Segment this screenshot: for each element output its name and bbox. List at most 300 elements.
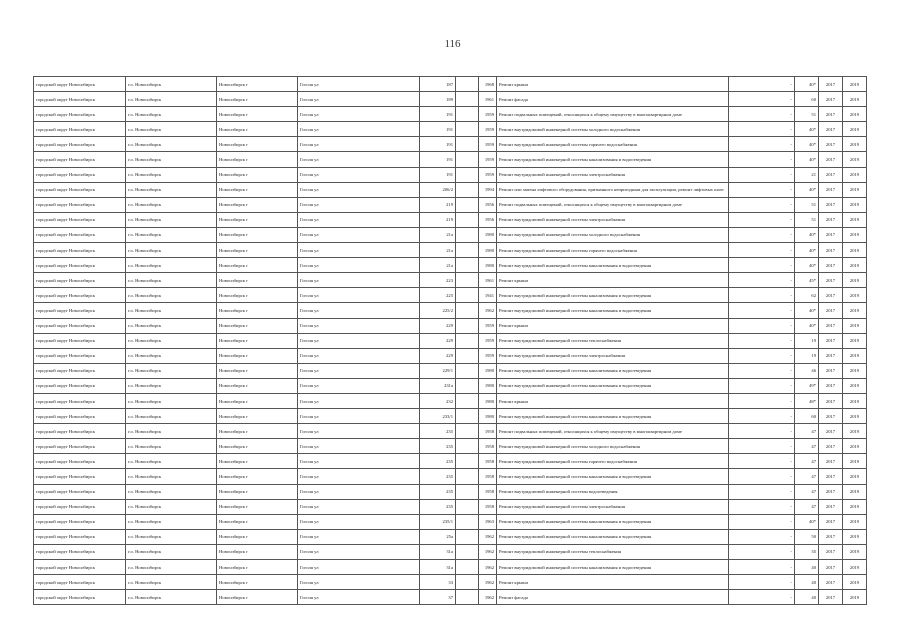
extra-cell xyxy=(456,439,479,454)
year-cell: 1994 xyxy=(479,182,497,197)
count-cell: 45* xyxy=(795,273,819,288)
settlement-cell: Новосибирск г xyxy=(217,469,298,484)
settlement-cell: Новосибирск г xyxy=(217,560,298,575)
extra-cell xyxy=(456,182,479,197)
year-cell: 1980 xyxy=(479,378,497,393)
extra-cell xyxy=(456,560,479,575)
work-type-cell: Ремонт внутридомовой инженерной системы электроснабжения xyxy=(497,167,729,182)
end-year-cell: 2019 xyxy=(843,529,867,544)
end-year-cell: 2019 xyxy=(843,499,867,514)
table-row xyxy=(34,303,867,318)
end-year-cell: 2019 xyxy=(843,182,867,197)
end-year-cell: 2019 xyxy=(843,258,867,273)
okrug-cell: городской округ Новосибирск xyxy=(34,167,126,182)
city-cell: г.о. Новосибирск xyxy=(126,424,217,439)
year-cell: 1959 xyxy=(479,137,497,152)
table-row xyxy=(34,197,867,212)
street-cell: Гоголя ул xyxy=(298,92,420,107)
house-cell: 187 xyxy=(420,77,456,92)
end-year-cell: 2019 xyxy=(843,484,867,499)
extra-cell xyxy=(456,243,479,258)
count-cell: 40* xyxy=(795,137,819,152)
placeholder-cell: - xyxy=(729,227,795,242)
count-cell: 47 xyxy=(795,439,819,454)
end-year-cell: 2019 xyxy=(843,560,867,575)
year-cell: 1958 xyxy=(479,499,497,514)
work-type-cell: Ремонт внутридомовой инженерной системы электроснабжения xyxy=(497,348,729,363)
placeholder-cell: - xyxy=(729,318,795,333)
okrug-cell: городской округ Новосибирск xyxy=(34,484,126,499)
year-cell: 1980 xyxy=(479,363,497,378)
okrug-cell: городской округ Новосибирск xyxy=(34,227,126,242)
street-cell: Гоголя ул xyxy=(298,288,420,303)
count-cell: 40* xyxy=(795,122,819,137)
end-year-cell: 2019 xyxy=(843,333,867,348)
start-year-cell: 2017 xyxy=(819,167,843,182)
extra-cell xyxy=(456,499,479,514)
count-cell: 40* xyxy=(795,243,819,258)
year-cell: 1959 xyxy=(479,107,497,122)
street-cell: Гоголя ул xyxy=(298,333,420,348)
end-year-cell: 2019 xyxy=(843,303,867,318)
end-year-cell: 2019 xyxy=(843,544,867,559)
city-cell: г.о. Новосибирск xyxy=(126,484,217,499)
work-type-cell: Ремонт внутридомовой инженерной системы канализования и водоотведения xyxy=(497,258,729,273)
street-cell: Гоголя ул xyxy=(298,137,420,152)
year-cell: 1958 xyxy=(479,424,497,439)
work-type-cell: Ремонт крыши xyxy=(497,318,729,333)
street-cell: Гоголя ул xyxy=(298,258,420,273)
work-type-cell: Ремонт внутридомовой инженерной системы канализования и водоотведения xyxy=(497,152,729,167)
work-type-cell: Ремонт внутридомовой инженерной системы канализования и водоотведения xyxy=(497,409,729,424)
end-year-cell: 2019 xyxy=(843,122,867,137)
extra-cell xyxy=(456,288,479,303)
count-cell: 51 xyxy=(795,107,819,122)
settlement-cell: Новосибирск г xyxy=(217,544,298,559)
year-cell: 1959 xyxy=(479,152,497,167)
end-year-cell: 2019 xyxy=(843,514,867,529)
work-type-cell: Ремонт внутридомовой инженерной системы канализования и водоотведения xyxy=(497,288,729,303)
settlement-cell: Новосибирск г xyxy=(217,590,298,605)
extra-cell xyxy=(456,454,479,469)
settlement-cell: Новосибирск г xyxy=(217,137,298,152)
year-cell: 1962 xyxy=(479,529,497,544)
placeholder-cell: - xyxy=(729,303,795,318)
work-type-cell: Ремонт внутридомовой инженерной системы теплоснабжения xyxy=(497,333,729,348)
city-cell: г.о. Новосибирск xyxy=(126,212,217,227)
okrug-cell: городской округ Новосибирск xyxy=(34,92,126,107)
end-year-cell: 2019 xyxy=(843,439,867,454)
city-cell: г.о. Новосибирск xyxy=(126,560,217,575)
street-cell: Гоголя ул xyxy=(298,439,420,454)
street-cell: Гоголя ул xyxy=(298,469,420,484)
extra-cell xyxy=(456,318,479,333)
house-cell: 233/1 xyxy=(420,409,456,424)
city-cell: г.о. Новосибирск xyxy=(126,529,217,544)
city-cell: г.о. Новосибирск xyxy=(126,243,217,258)
year-cell: 1980 xyxy=(479,393,497,408)
end-year-cell: 2019 xyxy=(843,107,867,122)
okrug-cell: городской округ Новосибирск xyxy=(34,439,126,454)
end-year-cell: 2019 xyxy=(843,454,867,469)
end-year-cell: 2019 xyxy=(843,424,867,439)
end-year-cell: 2019 xyxy=(843,197,867,212)
work-type-cell: Ремонт внутридомовой инженерной системы электроснабжения xyxy=(497,499,729,514)
house-cell: 235 xyxy=(420,454,456,469)
street-cell: Гоголя ул xyxy=(298,107,420,122)
start-year-cell: 2017 xyxy=(819,393,843,408)
table-row xyxy=(34,378,867,393)
work-type-cell: Ремонт фасада xyxy=(497,590,729,605)
placeholder-cell: - xyxy=(729,258,795,273)
street-cell: Гоголя ул xyxy=(298,303,420,318)
table-row xyxy=(34,363,867,378)
city-cell: г.о. Новосибирск xyxy=(126,137,217,152)
okrug-cell: городской округ Новосибирск xyxy=(34,273,126,288)
start-year-cell: 2017 xyxy=(819,499,843,514)
work-type-cell: Ремонт подвальных помещений, относящихся к общему имуществу в многоквартирном доме xyxy=(497,197,729,212)
end-year-cell: 2019 xyxy=(843,77,867,92)
year-cell: 1958 xyxy=(479,484,497,499)
start-year-cell: 2017 xyxy=(819,454,843,469)
end-year-cell: 2019 xyxy=(843,137,867,152)
street-cell: Гоголя ул xyxy=(298,544,420,559)
work-type-cell: Ремонт внутридомовой инженерной системы канализования и водоотведения xyxy=(497,378,729,393)
settlement-cell: Новосибирск г xyxy=(217,484,298,499)
city-cell: г.о. Новосибирск xyxy=(126,227,217,242)
settlement-cell: Новосибирск г xyxy=(217,499,298,514)
count-cell: 47 xyxy=(795,454,819,469)
work-type-cell: Ремонт внутридомовой инженерной системы горячего водоснабжения xyxy=(497,243,729,258)
settlement-cell: Новосибирск г xyxy=(217,182,298,197)
settlement-cell: Новосибирск г xyxy=(217,575,298,590)
street-cell: Гоголя ул xyxy=(298,243,420,258)
year-cell: 1980 xyxy=(479,409,497,424)
house-cell: 229 xyxy=(420,348,456,363)
placeholder-cell: - xyxy=(729,167,795,182)
end-year-cell: 2019 xyxy=(843,393,867,408)
start-year-cell: 2017 xyxy=(819,77,843,92)
count-cell: 40 xyxy=(795,560,819,575)
okrug-cell: городской округ Новосибирск xyxy=(34,182,126,197)
extra-cell xyxy=(456,77,479,92)
okrug-cell: городской округ Новосибирск xyxy=(34,77,126,92)
repair-schedule-table xyxy=(33,76,867,605)
end-year-cell: 2019 xyxy=(843,288,867,303)
count-cell: 48* xyxy=(795,393,819,408)
placeholder-cell: - xyxy=(729,197,795,212)
house-cell: 225/2 xyxy=(420,303,456,318)
year-cell: 1956 xyxy=(479,212,497,227)
start-year-cell: 2017 xyxy=(819,590,843,605)
placeholder-cell: - xyxy=(729,77,795,92)
street-cell: Гоголя ул xyxy=(298,363,420,378)
work-type-cell: Ремонт подвальных помещений, относящихся к общему имуществу в многоквартирном доме xyxy=(497,107,729,122)
year-cell: 1956 xyxy=(479,197,497,212)
city-cell: г.о. Новосибирск xyxy=(126,92,217,107)
city-cell: г.о. Новосибирск xyxy=(126,152,217,167)
house-cell: 225 xyxy=(420,288,456,303)
street-cell: Гоголя ул xyxy=(298,514,420,529)
settlement-cell: Новосибирск г xyxy=(217,122,298,137)
extra-cell xyxy=(456,258,479,273)
okrug-cell: городской округ Новосибирск xyxy=(34,152,126,167)
work-type-cell: Ремонт крыши xyxy=(497,273,729,288)
placeholder-cell: - xyxy=(729,499,795,514)
placeholder-cell: - xyxy=(729,439,795,454)
settlement-cell: Новосибирск г xyxy=(217,77,298,92)
okrug-cell: городской округ Новосибирск xyxy=(34,137,126,152)
work-type-cell: Ремонт внутридомовой инженерной системы холодного водоснабжения xyxy=(497,439,729,454)
extra-cell xyxy=(456,529,479,544)
start-year-cell: 2017 xyxy=(819,122,843,137)
start-year-cell: 2017 xyxy=(819,137,843,152)
extra-cell xyxy=(456,484,479,499)
street-cell: Гоголя ул xyxy=(298,182,420,197)
settlement-cell: Новосибирск г xyxy=(217,212,298,227)
placeholder-cell: - xyxy=(729,560,795,575)
settlement-cell: Новосибирск г xyxy=(217,348,298,363)
city-cell: г.о. Новосибирск xyxy=(126,363,217,378)
extra-cell xyxy=(456,393,479,408)
start-year-cell: 2017 xyxy=(819,348,843,363)
house-cell: 219 xyxy=(420,212,456,227)
count-cell: 47 xyxy=(795,484,819,499)
city-cell: г.о. Новосибирск xyxy=(126,167,217,182)
start-year-cell: 2017 xyxy=(819,529,843,544)
year-cell: 1962 xyxy=(479,590,497,605)
placeholder-cell: - xyxy=(729,243,795,258)
house-cell: 33 xyxy=(420,575,456,590)
extra-cell xyxy=(456,92,479,107)
placeholder-cell: - xyxy=(729,424,795,439)
extra-cell xyxy=(456,424,479,439)
street-cell: Гоголя ул xyxy=(298,273,420,288)
table-body xyxy=(34,77,867,605)
okrug-cell: городской округ Новосибирск xyxy=(34,499,126,514)
table-row xyxy=(34,499,867,514)
city-cell: г.о. Новосибирск xyxy=(126,197,217,212)
settlement-cell: Новосибирск г xyxy=(217,393,298,408)
city-cell: г.о. Новосибирск xyxy=(126,514,217,529)
count-cell: 40* xyxy=(795,77,819,92)
start-year-cell: 2017 xyxy=(819,439,843,454)
house-cell: 229/1 xyxy=(420,363,456,378)
extra-cell xyxy=(456,409,479,424)
start-year-cell: 2017 xyxy=(819,544,843,559)
start-year-cell: 2017 xyxy=(819,273,843,288)
settlement-cell: Новосибирск г xyxy=(217,92,298,107)
city-cell: г.о. Новосибирск xyxy=(126,182,217,197)
city-cell: г.о. Новосибирск xyxy=(126,333,217,348)
table-row xyxy=(34,137,867,152)
street-cell: Гоголя ул xyxy=(298,484,420,499)
okrug-cell: городской округ Новосибирск xyxy=(34,409,126,424)
okrug-cell: городской округ Новосибирск xyxy=(34,378,126,393)
end-year-cell: 2019 xyxy=(843,363,867,378)
settlement-cell: Новосибирск г xyxy=(217,333,298,348)
street-cell: Гоголя ул xyxy=(298,152,420,167)
table-row xyxy=(34,273,867,288)
count-cell: 62 xyxy=(795,288,819,303)
table-row xyxy=(34,77,867,92)
house-cell: 219 xyxy=(420,197,456,212)
settlement-cell: Новосибирск г xyxy=(217,514,298,529)
work-type-cell: Ремонт внутридомовой инженерной системы горячего водоснабжения xyxy=(497,137,729,152)
end-year-cell: 2019 xyxy=(843,575,867,590)
placeholder-cell: - xyxy=(729,393,795,408)
okrug-cell: городской округ Новосибирск xyxy=(34,590,126,605)
placeholder-cell: - xyxy=(729,273,795,288)
count-cell: 40 xyxy=(795,590,819,605)
work-type-cell: Ремонт внутридомовой инженерной системы канализования и водоотведения xyxy=(497,363,729,378)
house-cell: 229 xyxy=(420,333,456,348)
work-type-cell: Ремонт внутридомовой инженерной системы канализования и водоотведения xyxy=(497,529,729,544)
street-cell: Гоголя ул xyxy=(298,167,420,182)
year-cell: 1959 xyxy=(479,167,497,182)
placeholder-cell: - xyxy=(729,529,795,544)
table-row xyxy=(34,454,867,469)
placeholder-cell: - xyxy=(729,122,795,137)
extra-cell xyxy=(456,363,479,378)
house-cell: 21а xyxy=(420,227,456,242)
start-year-cell: 2017 xyxy=(819,107,843,122)
okrug-cell: городской округ Новосибирск xyxy=(34,393,126,408)
okrug-cell: городской округ Новосибирск xyxy=(34,469,126,484)
year-cell: 1959 xyxy=(479,333,497,348)
okrug-cell: городской округ Новосибирск xyxy=(34,318,126,333)
table-row xyxy=(34,152,867,167)
table-row xyxy=(34,529,867,544)
count-cell: 49* xyxy=(795,378,819,393)
house-cell: 206/2 xyxy=(420,182,456,197)
work-type-cell: Ремонт крыши xyxy=(497,77,729,92)
placeholder-cell: - xyxy=(729,590,795,605)
table-row xyxy=(34,212,867,227)
extra-cell xyxy=(456,514,479,529)
table-row xyxy=(34,92,867,107)
start-year-cell: 2017 xyxy=(819,409,843,424)
house-cell: 37 xyxy=(420,590,456,605)
count-cell: 21 xyxy=(795,167,819,182)
street-cell: Гоголя ул xyxy=(298,499,420,514)
end-year-cell: 2019 xyxy=(843,243,867,258)
count-cell: 60 xyxy=(795,92,819,107)
street-cell: Гоголя ул xyxy=(298,575,420,590)
count-cell: 40* xyxy=(795,227,819,242)
city-cell: г.о. Новосибирск xyxy=(126,122,217,137)
count-cell: 46 xyxy=(795,363,819,378)
table-row xyxy=(34,439,867,454)
okrug-cell: городской округ Новосибирск xyxy=(34,243,126,258)
start-year-cell: 2017 xyxy=(819,318,843,333)
house-cell: 31а xyxy=(420,560,456,575)
house-cell: 235 xyxy=(420,469,456,484)
end-year-cell: 2019 xyxy=(843,409,867,424)
settlement-cell: Новосибирск г xyxy=(217,439,298,454)
house-cell: 229 xyxy=(420,318,456,333)
placeholder-cell: - xyxy=(729,92,795,107)
settlement-cell: Новосибирск г xyxy=(217,318,298,333)
city-cell: г.о. Новосибирск xyxy=(126,273,217,288)
table-row xyxy=(34,590,867,605)
count-cell: 47 xyxy=(795,499,819,514)
count-cell: 19 xyxy=(795,333,819,348)
placeholder-cell: - xyxy=(729,484,795,499)
house-cell: 191 xyxy=(420,152,456,167)
work-type-cell: Ремонт или замена лифтового оборудования, признанного непригодным для эксплуатации, ремонт лифтовых шахт xyxy=(497,182,729,197)
street-cell: Гоголя ул xyxy=(298,424,420,439)
okrug-cell: городской округ Новосибирск xyxy=(34,258,126,273)
count-cell: 51 xyxy=(795,197,819,212)
street-cell: Гоголя ул xyxy=(298,227,420,242)
okrug-cell: городской округ Новосибирск xyxy=(34,424,126,439)
extra-cell xyxy=(456,152,479,167)
start-year-cell: 2017 xyxy=(819,92,843,107)
start-year-cell: 2017 xyxy=(819,469,843,484)
count-cell: 50 xyxy=(795,529,819,544)
start-year-cell: 2017 xyxy=(819,243,843,258)
year-cell: 1963 xyxy=(479,514,497,529)
extra-cell xyxy=(456,167,479,182)
count-cell: 51 xyxy=(795,212,819,227)
extra-cell xyxy=(456,378,479,393)
end-year-cell: 2019 xyxy=(843,378,867,393)
extra-cell xyxy=(456,122,479,137)
table-row xyxy=(34,107,867,122)
street-cell: Гоголя ул xyxy=(298,122,420,137)
start-year-cell: 2017 xyxy=(819,514,843,529)
settlement-cell: Новосибирск г xyxy=(217,363,298,378)
year-cell: 1958 xyxy=(479,454,497,469)
settlement-cell: Новосибирск г xyxy=(217,424,298,439)
house-cell: 235 xyxy=(420,439,456,454)
settlement-cell: Новосибирск г xyxy=(217,303,298,318)
house-cell: 235 xyxy=(420,499,456,514)
start-year-cell: 2017 xyxy=(819,288,843,303)
okrug-cell: городской округ Новосибирск xyxy=(34,575,126,590)
end-year-cell: 2019 xyxy=(843,212,867,227)
house-cell: 21а xyxy=(420,258,456,273)
house-cell: 191 xyxy=(420,122,456,137)
okrug-cell: городской округ Новосибирск xyxy=(34,288,126,303)
table-row xyxy=(34,514,867,529)
year-cell: 1968 xyxy=(479,77,497,92)
settlement-cell: Новосибирск г xyxy=(217,273,298,288)
end-year-cell: 2019 xyxy=(843,273,867,288)
extra-cell xyxy=(456,303,479,318)
house-cell: 232 xyxy=(420,393,456,408)
okrug-cell: городской округ Новосибирск xyxy=(34,514,126,529)
table-row xyxy=(34,560,867,575)
placeholder-cell: - xyxy=(729,469,795,484)
table-row xyxy=(34,333,867,348)
placeholder-cell: - xyxy=(729,378,795,393)
extra-cell xyxy=(456,107,479,122)
placeholder-cell: - xyxy=(729,454,795,469)
table-row xyxy=(34,409,867,424)
extra-cell xyxy=(456,273,479,288)
placeholder-cell: - xyxy=(729,152,795,167)
house-cell: 235/1 xyxy=(420,514,456,529)
work-type-cell: Ремонт внутридомовой инженерной системы канализования и водоотведения xyxy=(497,514,729,529)
settlement-cell: Новосибирск г xyxy=(217,454,298,469)
count-cell: 47 xyxy=(795,424,819,439)
year-cell: 1961 xyxy=(479,92,497,107)
count-cell: 40* xyxy=(795,514,819,529)
settlement-cell: Новосибирск г xyxy=(217,258,298,273)
start-year-cell: 2017 xyxy=(819,182,843,197)
